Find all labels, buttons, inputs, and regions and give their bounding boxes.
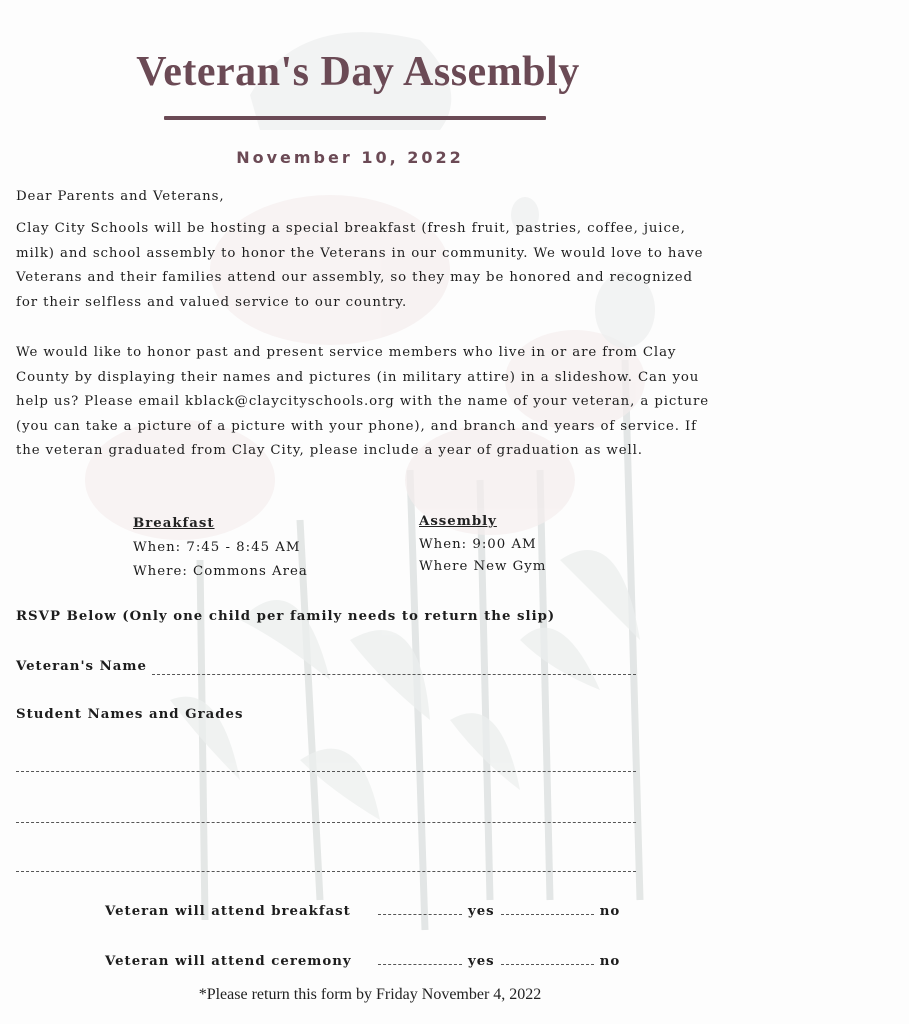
ceremony-no-label: no [599, 954, 621, 969]
breakfast-attendance-label: Veteran will attend breakfast [105, 904, 351, 919]
breakfast-details [133, 512, 308, 584]
ceremony-yes-label: yes [468, 954, 495, 969]
veteran-name-field[interactable] [152, 674, 636, 675]
ceremony-yes-blank[interactable] [378, 964, 462, 965]
paragraph-breakfast-invitation: Clay City Schools will be hosting a special breakfast (fresh fruit, pastries, coffee, juice, milk) and school assembly to honor the Veterans in our community. We would love to have Veterans and their families attend our assembly, so they may be honored and recognized for their selfless and valued service to our country. [16, 221, 704, 310]
breakfast-attendance-row [105, 904, 620, 919]
title-underline [164, 116, 546, 120]
breakfast-yes-blank[interactable] [378, 914, 462, 915]
breakfast-time: When: 7:45 - 8:45 AM [133, 540, 301, 555]
assembly-heading: Assembly [419, 514, 497, 529]
return-deadline-note: *Please return this form by Friday November 4, 2022 [198, 986, 542, 1003]
student-names-line-3[interactable] [16, 871, 636, 872]
breakfast-yes-label: yes [468, 904, 495, 919]
veteran-name-label: Veteran's Name [16, 659, 147, 674]
event-date: November 10, 2022 [236, 148, 464, 167]
salutation: Dear Parents and Veterans, [16, 189, 225, 204]
breakfast-no-label: no [599, 904, 621, 919]
assembly-time: When: 9:00 AM [419, 537, 537, 552]
breakfast-location: Where: Commons Area [133, 564, 308, 579]
breakfast-heading: Breakfast [133, 516, 215, 531]
student-names-line-1[interactable] [16, 771, 636, 772]
breakfast-no-blank[interactable] [501, 914, 594, 915]
ceremony-attendance-row [105, 954, 620, 969]
assembly-location: Where New Gym [419, 559, 547, 574]
rsvp-heading: RSVP Below (Only one child per family needs to return the slip) [16, 609, 556, 624]
page-title: Veteran's Day Assembly [136, 49, 580, 95]
student-names-line-2[interactable] [16, 822, 636, 823]
paragraph-slideshow-request: We would like to honor past and present service members who live in or are from Clay County by displaying their names and pictures (in military attire) in a slideshow. Can you help us? Please email kblack@claycityschools.org with the name of your veteran, a picture (you can take a picture of a picture with your phone), and branch and years of service. If the veteran graduated from Clay City, please include a year of graduation as well. [16, 345, 709, 458]
ceremony-no-blank[interactable] [501, 964, 594, 965]
ceremony-attendance-label: Veteran will attend ceremony [105, 954, 352, 969]
assembly-details [419, 510, 546, 578]
student-names-label: Student Names and Grades [16, 707, 244, 722]
